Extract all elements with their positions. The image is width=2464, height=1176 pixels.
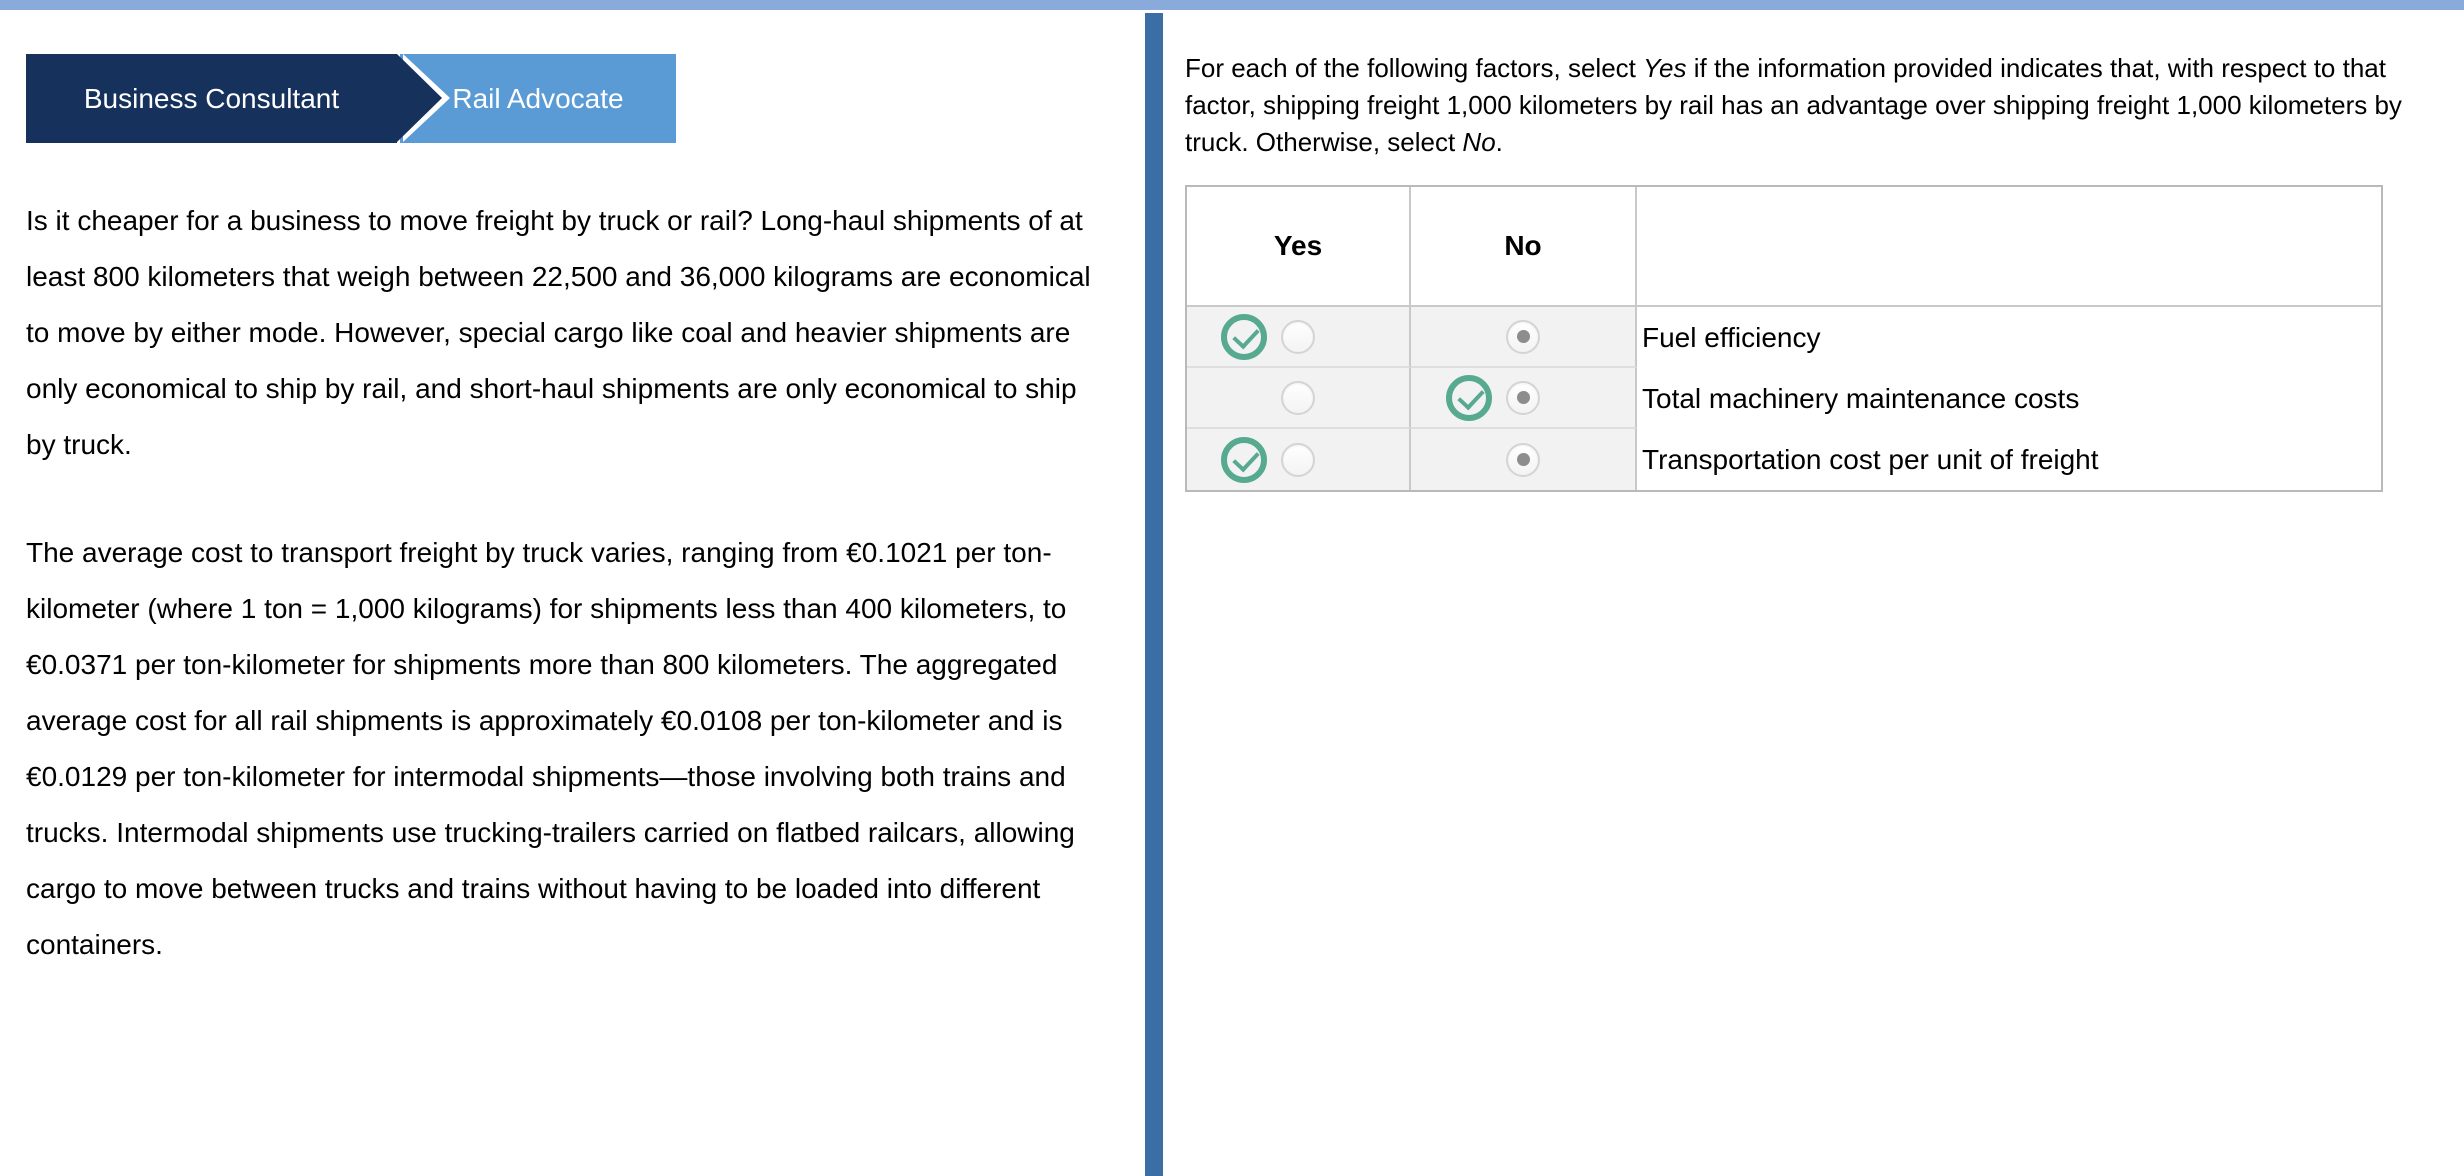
factor-label: Fuel efficiency [1637, 307, 2381, 368]
question-segment: For each of the following factors, select [1185, 53, 1644, 83]
answer-cell-yes [1187, 429, 1411, 490]
passage-paragraph-2: The average cost to transport freight by truck varies, ranging from €0.1021 per ton-kilometer (where 1 ton = 1,000 kilograms) for shipments less than 400 kilometers, to €0.0371 per ton-kilometer for shipments more than 800 kilometers. The aggregated average cost for all rail shipments is approximately €0.0108 per ton-kilometer and is €0.0129 per ton-kilometer for intermodal shipments—those involving both trains and trucks. Intermodal shipments use trucking-trailers carried on flatbed railcars, allowing cargo to move between trucks and trains without having to be loaded into different containers. [26, 537, 1075, 960]
correct-answer-check-icon [1446, 375, 1492, 421]
radio-yes-row-3[interactable] [1281, 443, 1315, 477]
question-text [1185, 50, 2407, 161]
factor-label: Total machinery maintenance costs [1637, 368, 2381, 429]
correct-answer-check-icon [1221, 314, 1267, 360]
question-yes-italic: Yes [1643, 53, 1687, 83]
question-panel [1163, 10, 2464, 1176]
answer-cell-no [1411, 429, 1637, 490]
radio-no-row-3[interactable] [1506, 443, 1540, 477]
radio-yes-row-1[interactable] [1281, 320, 1315, 354]
source-tabs [26, 54, 706, 143]
radio-no-row-1[interactable] [1506, 320, 1540, 354]
question-segment: if the information provided indicates that, with respect to that factor, shipping freight 1,000 kilometers by rail has an advantage over shipping freight 1,000 kilometers by truck. Otherwise, select [1185, 53, 2402, 157]
passage-text [26, 193, 1104, 973]
tab-rail-advocate-label: Rail Advocate [452, 82, 624, 114]
passage-paragraph-1: Is it cheaper for a business to move freight by truck or rail? Long-haul shipments of at least 800 kilometers that weigh between 22,500 and 36,000 kilograms are economical to move by either mode. However, special cargo like coal and heavier shipments are only economical to ship by rail, and short-haul shipments are only economical to ship by truck. [26, 205, 1091, 460]
tab-business-consultant[interactable] [26, 54, 397, 143]
yes-column-header: Yes [1187, 187, 1411, 307]
panel-divider [1145, 13, 1163, 1176]
answer-cell-yes [1187, 307, 1411, 368]
answer-table [1185, 185, 2383, 492]
answer-cell-yes [1187, 368, 1411, 429]
answer-cell-no [1411, 368, 1637, 429]
answer-cell-no [1411, 307, 1637, 368]
factor-label: Transportation cost per unit of freight [1637, 429, 2381, 490]
correct-answer-check-icon [1221, 437, 1267, 483]
radio-no-row-2[interactable] [1506, 381, 1540, 415]
tab-arrow-icon [397, 54, 442, 142]
top-border [0, 0, 2464, 10]
tab-business-consultant-label: Business Consultant [83, 82, 340, 114]
question-segment: . [1495, 127, 1503, 157]
factor-column-header [1637, 187, 2381, 307]
no-column-header: No [1411, 187, 1637, 307]
question-no-italic: No [1462, 127, 1496, 157]
source-panel [0, 10, 1145, 1176]
radio-yes-row-2[interactable] [1281, 381, 1315, 415]
